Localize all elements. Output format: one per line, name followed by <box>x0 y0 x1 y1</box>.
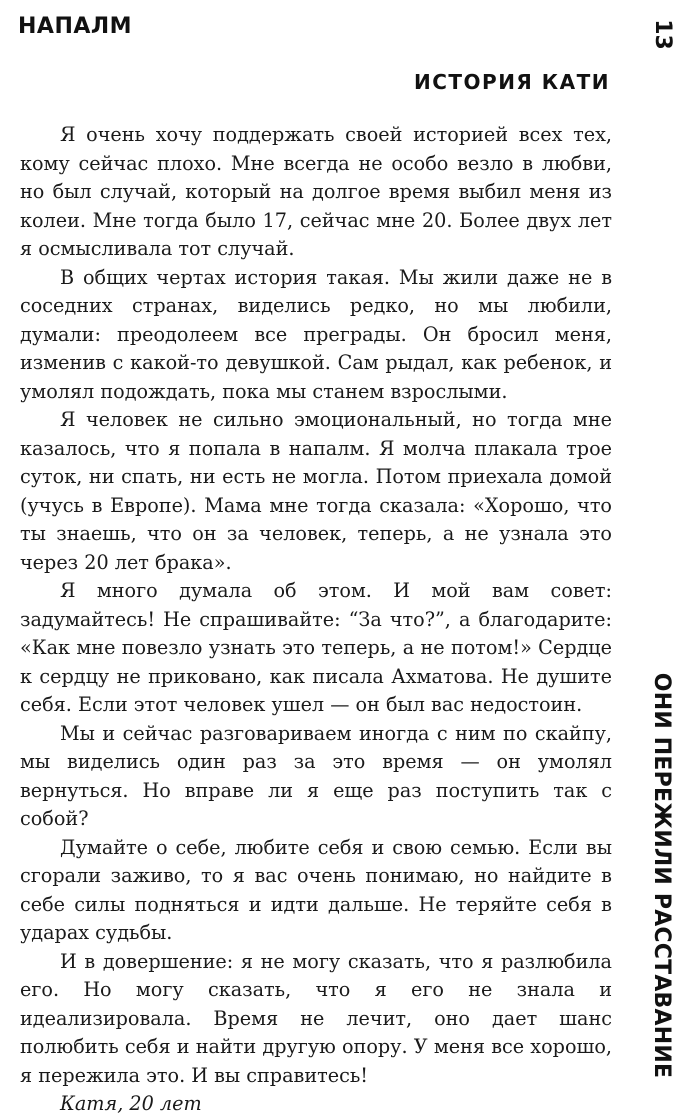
page-number-text: 13 <box>649 18 675 50</box>
paragraph-7: И в довершение: я не могу сказать, что я разлюбила его. Но могу сказать, что я его не знала и идеализировала. Время не лечит, оно дает шанс полюбить себя и найти другую опору. У меня все хорошо, я пережила это. И вы справитесь! <box>20 949 612 1087</box>
page-number <box>648 14 676 54</box>
vertical-section-title-text: ОНИ ПЕРЕЖИЛИ РАССТАВАНИЕ <box>649 672 675 1078</box>
signature: Катя, 20 лет <box>60 1092 202 1115</box>
vertical-section-title <box>646 672 678 1078</box>
story-body <box>20 121 612 1119</box>
paragraph-3: Я человек не сильно эмоциональный, но тогда мне казалось, что я попала в напалм. Я молча плакала трое суток, ни спать, ни есть не могла. Потом приехала домой (учусь в Европе). Мама мне тогда сказала: «Хорошо, что ты знаешь, что он за человек, теперь, а не узнала это через 20 лет брака». <box>20 408 612 574</box>
running-head: НАПАЛМ <box>18 14 133 39</box>
story-title: ИСТОРИЯ КАТИ <box>413 70 610 94</box>
paragraph-4: Я много думала об этом. И мой вам совет: задумайтесь! Не спрашивайте: “За что?”, а благодарите: «Как мне повезло узнать это теперь, а не потом!» Сердце к сердцу не приковано, как писала Ахматова. Не душите себя. Если этот человек ушел — он был вас недостоин. <box>20 579 612 716</box>
paragraph-1: Я очень хочу поддержать своей историей всех тех, кому сейчас плохо. Мне всегда не особо везло в любви, но был случай, который на долгое время выбил меня из колеи. Мне тогда было 17, сейчас мне 20. Более двух лет я осмысливала тот случай. <box>20 123 612 260</box>
paragraph-2: В общих чертах история такая. Мы жили даже не в соседних странах, виделись редко, но мы любили, думали: преодолеем все преграды. Он бросил меня, изменив с какой-то девушкой. Сам рыдал, как ребенок, и умолял подождать, пока мы станем взрослыми. <box>20 265 612 403</box>
paragraph-6: Думайте о себе, любите себя и свою семью. Если вы сгорали заживо, то я вас очень понимаю, но найдите в себе силы подняться и идти дальше. Не теряйте себя в ударах судьбы. <box>20 835 612 944</box>
paragraph-5: Мы и сейчас разговариваем иногда с ним по скайпу, мы виделись один раз за это время — он умолял вернуться. Но вправе ли я еще раз поступить так с собой? <box>20 721 612 830</box>
